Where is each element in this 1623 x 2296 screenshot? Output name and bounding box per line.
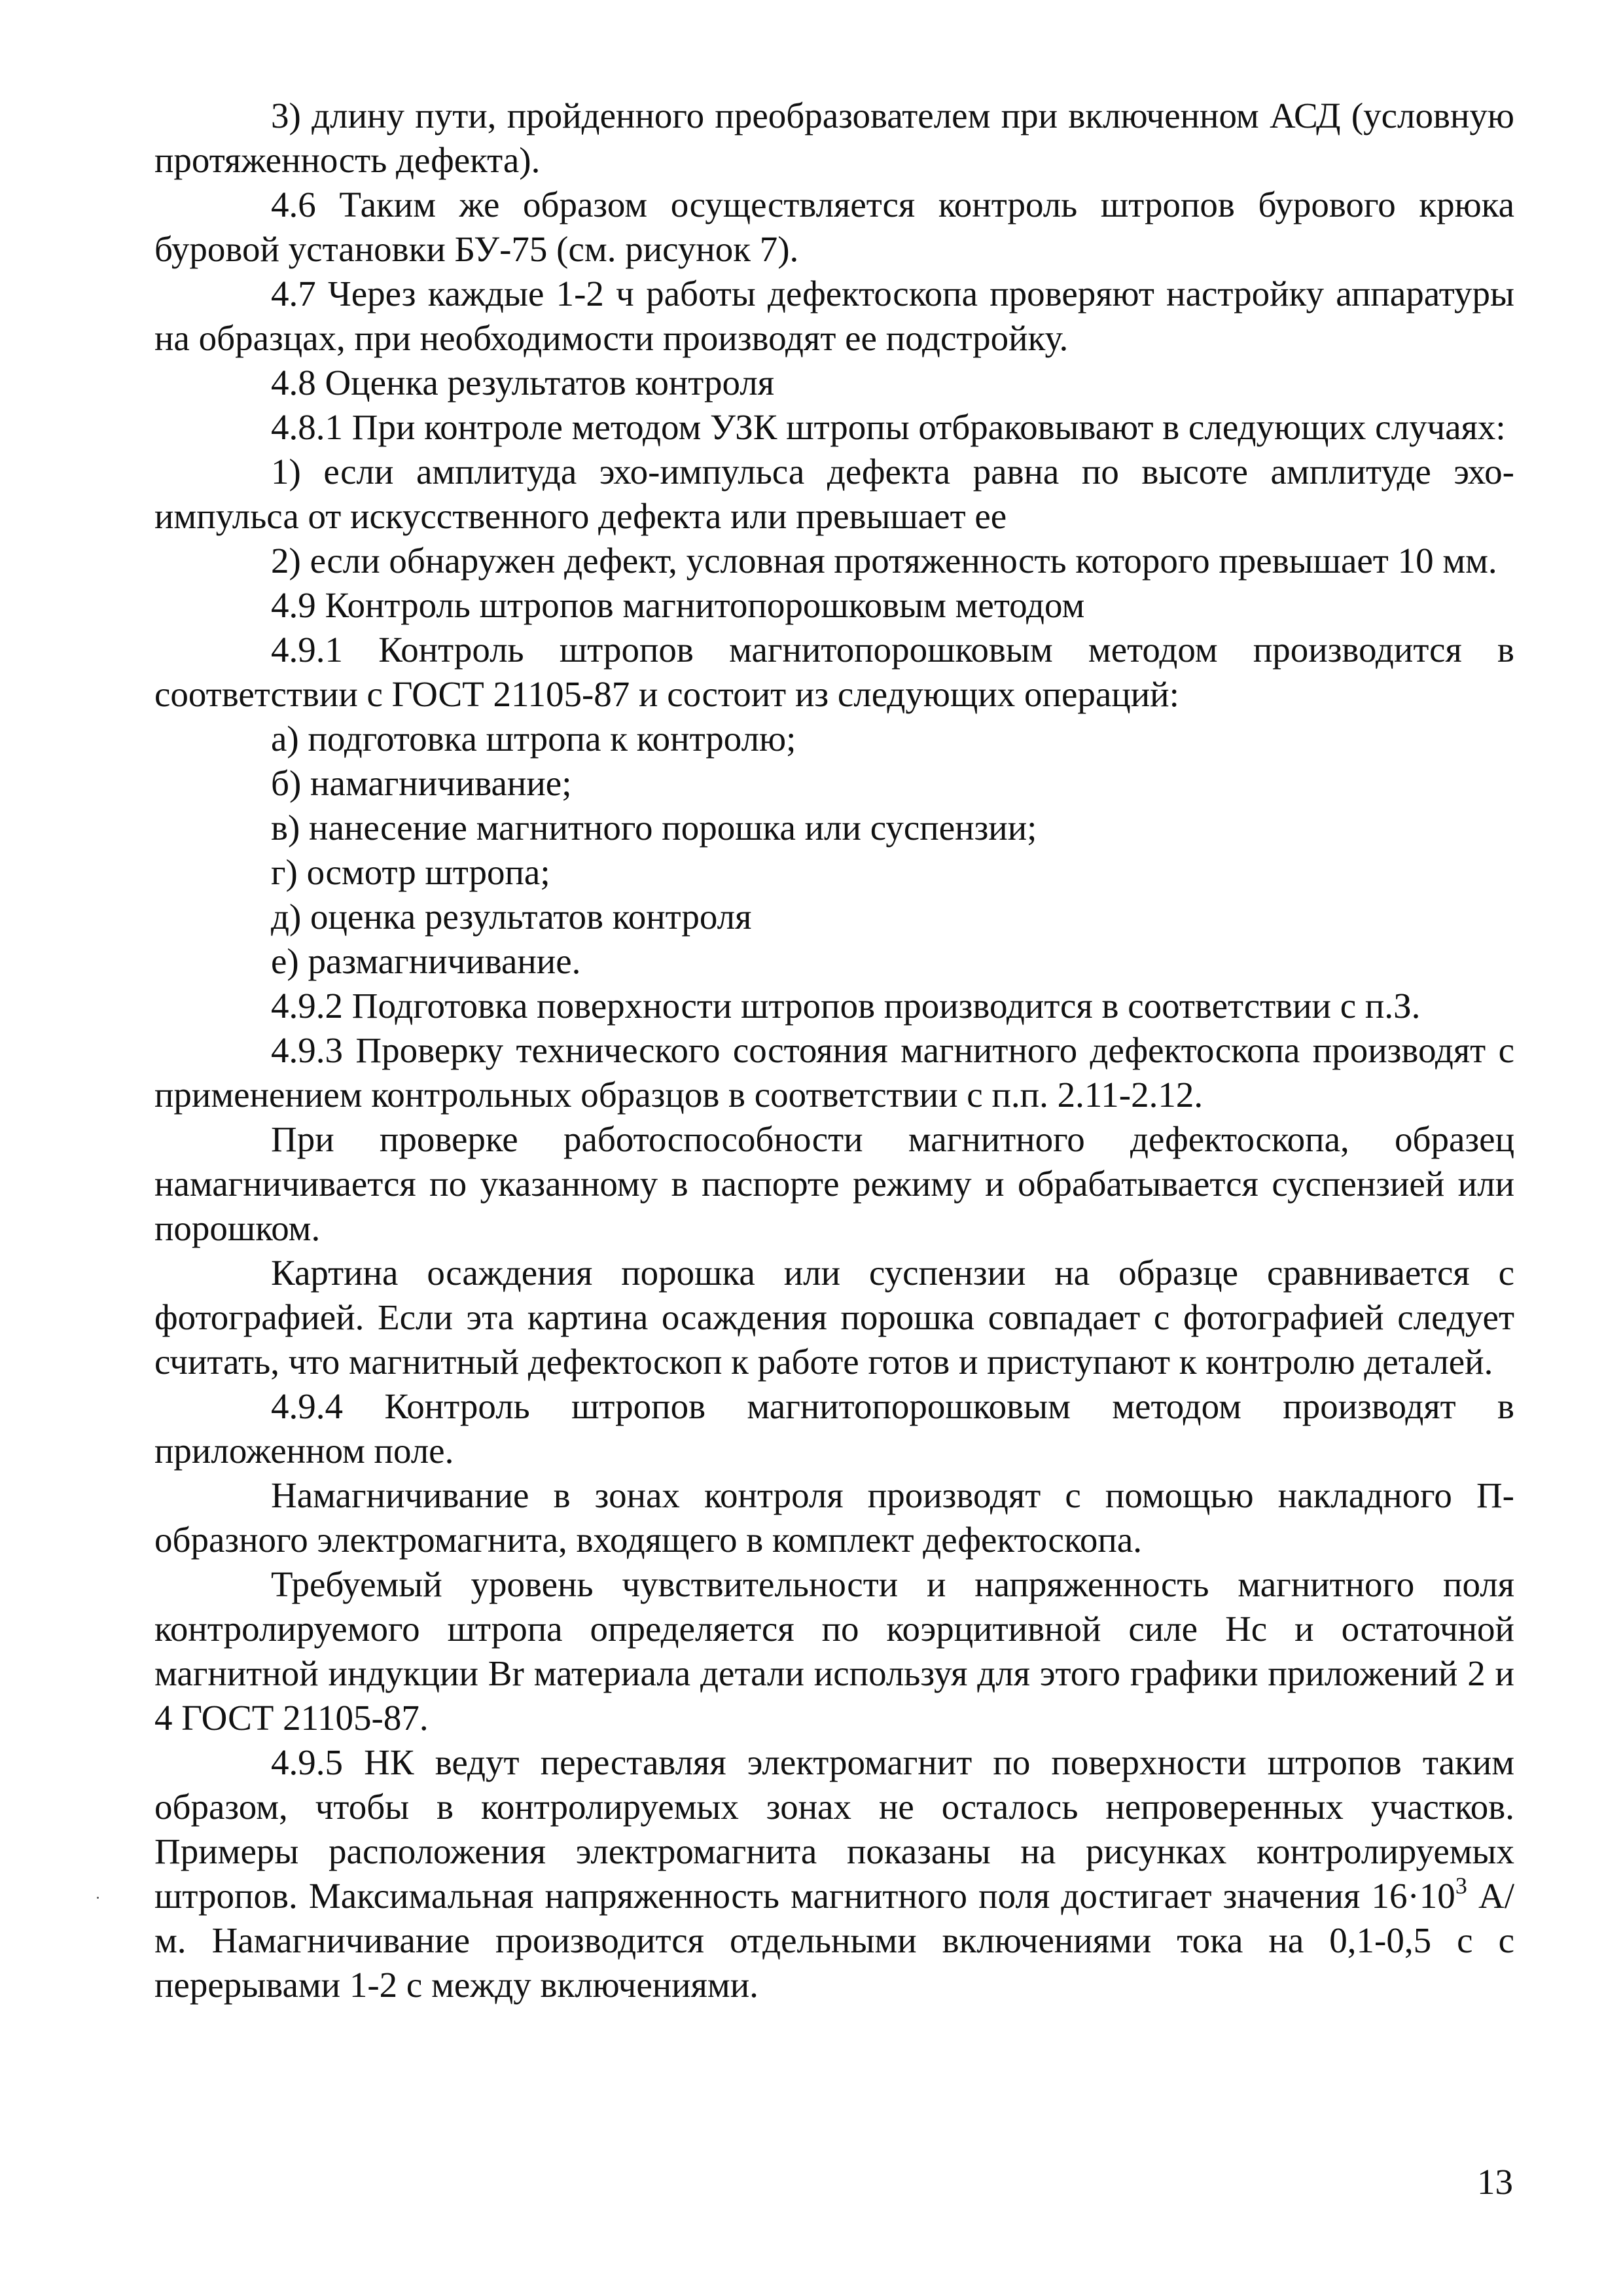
paragraph-with-formula — [154, 1740, 1514, 2007]
paragraph: Картина осаждения порошка или суспензии на образце сравнивается с фотографией. Если эта картина осаждения порошка совпадает с фотографией следует считать, что магнитный дефектоскоп к работе готов и приступают к контролю деталей. — [154, 1253, 1514, 1382]
scan-speck — [97, 1897, 99, 1899]
section-heading: 4.9 Контроль штропов магнитопорошковым методом — [271, 585, 1085, 625]
text-segment: 4.9.5 НК ведут переставляя электромагнит по поверхности штропов таким образом, чтобы в контролируемых зонах не осталось непроверенных участков. Примеры расположения электромагнита показаны на рисунках контролируемых штропов. Максимальная напряженность магнитного поля достигает значения 16 — [154, 1742, 1514, 1916]
list-item: в) нанесение магнитного порошка или суспензии; — [271, 808, 1037, 848]
paragraph: 1) если амплитуда эхо-импульса дефекта равна по высоте амплитуде эхо-импульса от искусственного дефекта или превышает ее — [154, 452, 1514, 536]
list-item: а) подготовка штропа к контролю; — [271, 719, 796, 759]
text-segment: А/м. Намагничивание производится отдельными включениями тока на 0,1-0,5 с с перерывами 1-2 с между включениями. — [154, 1876, 1514, 2005]
paragraph: 4.8.1 При контроле методом УЗК штропы отбраковывают в следующих случаях: — [271, 407, 1506, 447]
paragraph: При проверке работоспособности магнитного дефектоскопа, образец намагничивается по указанному в паспорте режиму и обрабатывается суспензией или порошком. — [154, 1119, 1514, 1248]
list-item: г) осмотр штропа; — [271, 852, 550, 892]
formula-base: ·10 — [1407, 1876, 1455, 1916]
paragraph: 4.9.2 Подготовка поверхности штропов производится в соответствии с п.З. — [271, 986, 1421, 1026]
paragraph: 4.6 Таким же образом осуществляется контроль штропов бурового крюка буровой установки БУ-75 (см. рисунок 7). — [154, 185, 1514, 269]
list-item: б) намагничивание; — [271, 763, 572, 803]
paragraph: Требуемый уровень чувствительности и напряженность магнитного поля контролируемого штропа определяется по коэрцитивной силе Нс и остаточной магнитной индукции Br материала детали используя для этого графики приложений 2 и 4 ГОСТ 21105-87. — [154, 1564, 1514, 1738]
paragraph: 4.9.3 Проверку технического состояния магнитного дефектоскопа производят с применением контрольных образцов в соответствии с п.п. 2.11-2.12. — [154, 1030, 1514, 1115]
paragraph: 4.7 Через каждые 1-2 ч работы дефектоскопа проверяют настройку аппаратуры на образцах, при необходимости производят ее подстройку. — [154, 274, 1514, 358]
paragraph: 2) если обнаружен дефект, условная протяженность которого превышает 10 мм. — [271, 541, 1497, 581]
paragraph: 4.9.1 Контроль штропов магнитопорошковым методом производится в соответствии с ГОСТ 21105-87 и состоит из следующих операций: — [154, 630, 1514, 714]
document-body — [154, 94, 1514, 2007]
list-item: д) оценка результатов контроля — [271, 897, 752, 937]
list-item: е) размагничивание. — [271, 941, 581, 981]
paragraph: 4.9.4 Контроль штропов магнитопорошковым методом производят в приложенном поле. — [154, 1386, 1514, 1471]
formula-exponent: 3 — [1455, 1873, 1467, 1899]
section-heading: 4.8 Оценка результатов контроля — [271, 363, 775, 403]
paragraph: Намагничивание в зонах контроля производят с помощью накладного П-образного электромагнита, входящего в комплект дефектоскопа. — [154, 1475, 1514, 1560]
page-number: 13 — [1477, 2162, 1513, 2202]
paragraph: 3) длину пути, пройденного преобразователем при включенном АСД (условную протяженность дефекта). — [154, 96, 1514, 180]
